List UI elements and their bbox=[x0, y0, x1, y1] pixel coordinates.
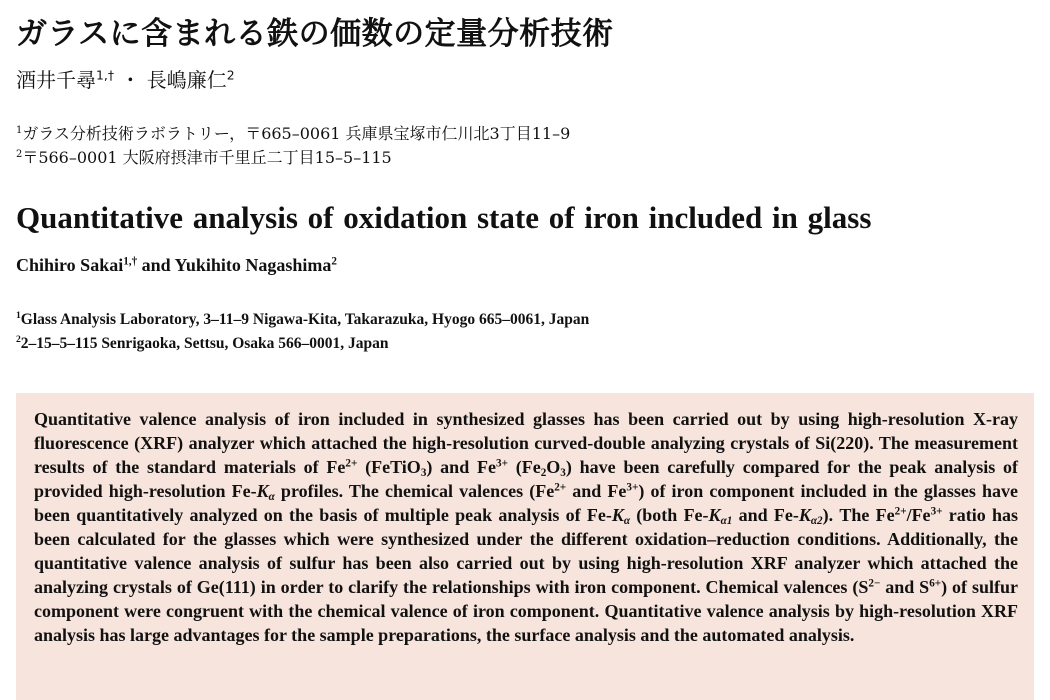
english-author-sakai: Chihiro Sakai bbox=[16, 255, 124, 275]
affiliation-number: 1 bbox=[16, 125, 23, 137]
italic-symbol: K bbox=[611, 505, 624, 525]
superscript: 2+ bbox=[345, 457, 358, 470]
author-mark: 1,† bbox=[123, 255, 138, 268]
italic-symbol: K bbox=[798, 505, 811, 525]
affiliation-text: Glass Analysis Laboratory, 3–11–9 Nigawa-Kita, Takarazuka, Hyogo 665–0061, Japan bbox=[20, 311, 590, 328]
affiliation-number: 2 bbox=[16, 334, 21, 346]
japanese-author-sakai: 酒井千尋 bbox=[16, 68, 96, 92]
superscript: 2+ bbox=[554, 481, 567, 494]
author-mark: 1,† bbox=[96, 67, 115, 83]
english-author-nagashima: Yukihito Nagashima bbox=[174, 255, 332, 275]
abstract-segment: and S bbox=[880, 577, 930, 597]
subscript: α bbox=[268, 490, 275, 503]
japanese-authors bbox=[16, 64, 235, 93]
author-mark: 2 bbox=[331, 255, 337, 268]
abstract-text bbox=[34, 407, 1018, 647]
affiliation-number: 2 bbox=[16, 149, 23, 161]
abstract-segment: profiles. The chemical valences (Fe bbox=[274, 481, 555, 501]
abstract-segment: (both Fe- bbox=[630, 505, 709, 525]
english-title: Quantitative analysis of oxidation state of iron included in glass bbox=[16, 200, 872, 235]
abstract-segment: (Fe bbox=[507, 457, 541, 477]
abstract-segment: and Fe bbox=[566, 481, 627, 501]
italic-symbol: K bbox=[708, 505, 721, 525]
superscript: 2+ bbox=[894, 505, 907, 518]
abstract-segment: Quantitative valence analysis of iron included in synthesized glasses has been carried out by using high-resolution X-ray fluorescence (XRF) analyzer which attached the high-resolution curved-double analyzing crystals of Si(220). The measurement results of the standard materials of Fe bbox=[34, 409, 1018, 477]
abstract-segment: ). The Fe bbox=[822, 505, 895, 525]
abstract-segment: ) of iron component included in the glasses have been quantitatively analyzed on the basis of multiple peak analysis of Fe- bbox=[34, 481, 1018, 525]
affiliation-number: 1 bbox=[16, 310, 21, 322]
abstract-segment: ) have been carefully compared for the peak analysis of provided high-resolution Fe- bbox=[34, 457, 1019, 501]
author-mark: 2 bbox=[226, 67, 235, 83]
japanese-affiliation-1 bbox=[16, 121, 570, 144]
superscript: 3+ bbox=[930, 505, 943, 518]
superscript: 6+ bbox=[929, 577, 942, 590]
english-authors bbox=[16, 255, 337, 276]
abstract-segment: ) and Fe bbox=[426, 457, 496, 477]
abstract-segment: (FeTiO bbox=[357, 457, 421, 477]
superscript: 3+ bbox=[626, 481, 639, 494]
abstract-segment: ) of sulfur component were congruent with the chemical valence of iron component. Quantitative valence analysis by high-resolution XRF analysis has large advantages for the sample preparations, the surface analysis and the automated analysis. bbox=[34, 577, 1018, 645]
subscript: 2 bbox=[540, 466, 547, 479]
japanese-affiliation-2 bbox=[16, 145, 392, 168]
author-conjunction: and bbox=[137, 255, 175, 275]
affiliation-text: 2–15–5–115 Senrigaoka, Settsu, Osaka 566–0001, Japan bbox=[20, 335, 389, 352]
english-affiliation-1 bbox=[16, 311, 589, 329]
subscript: α2 bbox=[810, 514, 823, 527]
japanese-title: ガラスに含まれる鉄の価数の定量分析技術 bbox=[16, 16, 614, 52]
superscript: 2− bbox=[868, 577, 881, 590]
subscript: α1 bbox=[720, 514, 733, 527]
affiliation-text: ガラス分析技術ラボラトリー，〒665–0061 兵庫県宝塚市仁川北3丁目11–9 bbox=[22, 124, 571, 143]
italic-symbol: K bbox=[256, 481, 269, 501]
affiliation-text: 〒566–0001 大阪府摂津市千里丘二丁目15–5–115 bbox=[22, 148, 392, 167]
abstract-segment: /Fe bbox=[906, 505, 931, 525]
subscript: 3 bbox=[560, 466, 566, 479]
superscript: 3+ bbox=[495, 457, 508, 470]
abstract-segment: ratio has been calculated for the glasses which were synthesized under the different oxidation–reduction conditions. Additionally, the quantitative valence analysis of sulfur has been also carried out by using high-resolution XRF analyzer which attached the analyzing crystals of Ge(111) in order to clarify the relationships with iron component. Chemical valences (S bbox=[34, 505, 1019, 597]
abstract-segment: O bbox=[546, 457, 561, 477]
subscript: α bbox=[623, 514, 631, 527]
japanese-author-nagashima: 長嶋廉仁 bbox=[146, 68, 227, 92]
abstract-segment: and Fe- bbox=[732, 505, 799, 525]
author-separator: ・ bbox=[120, 68, 141, 92]
abstract-box bbox=[16, 393, 1034, 700]
subscript: 3 bbox=[420, 466, 427, 479]
english-affiliation-2 bbox=[16, 335, 389, 353]
